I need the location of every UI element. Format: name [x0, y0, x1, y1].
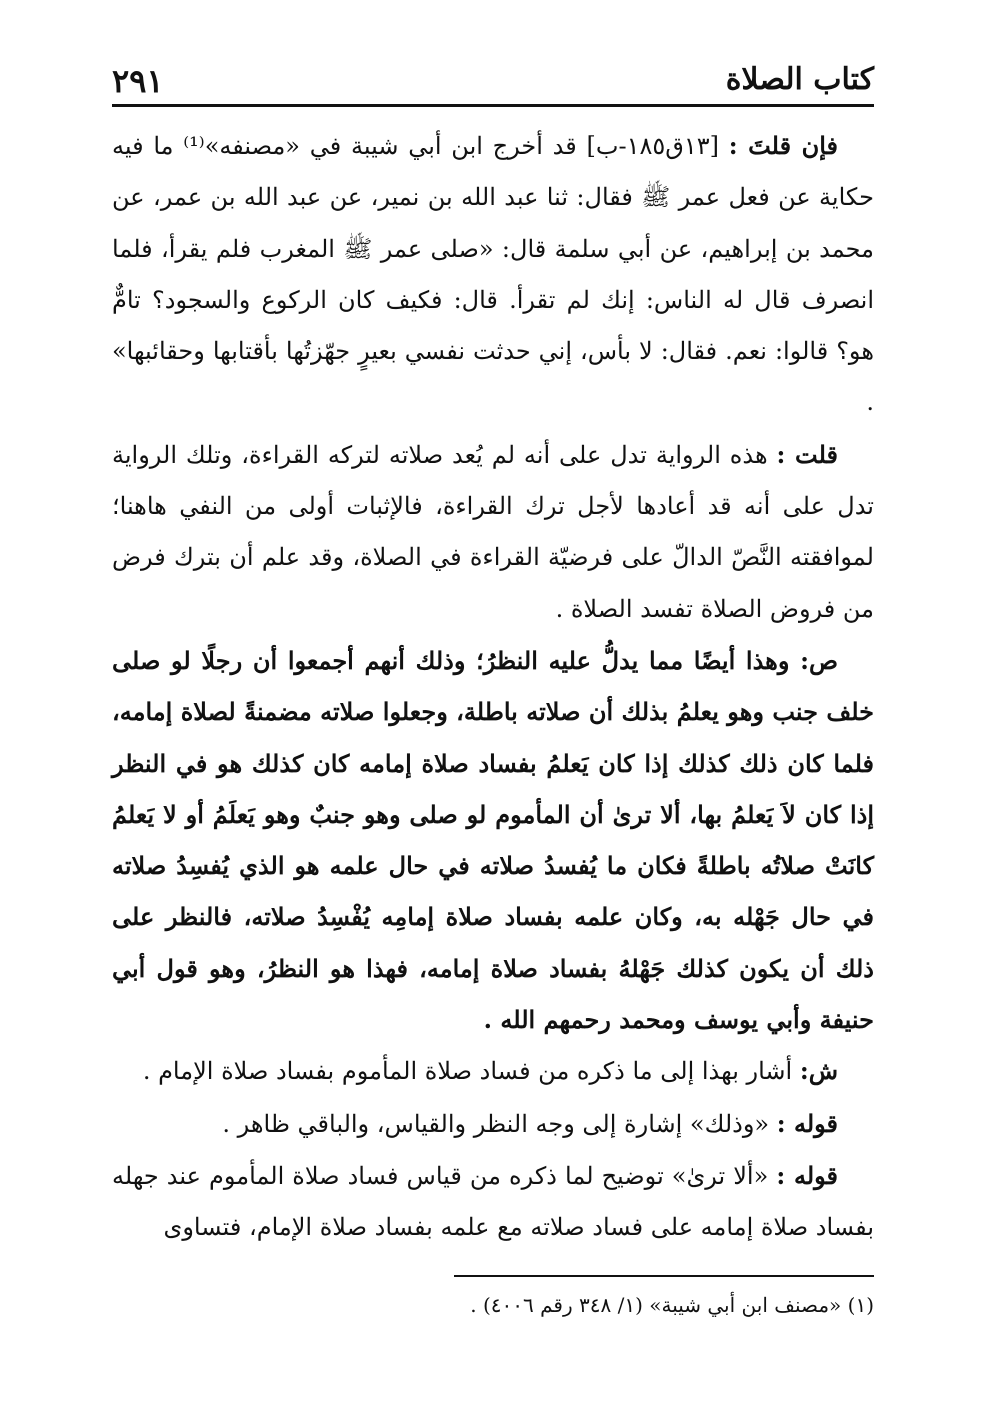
- page-header: [112, 52, 874, 104]
- paragraph-response: [112, 429, 874, 635]
- paragraph-qawluhu-2: [112, 1150, 874, 1254]
- paragraph-lead: ص:: [800, 645, 838, 675]
- page-number: ٢٩١: [112, 62, 164, 100]
- paragraph-lead: قوله :: [776, 1108, 838, 1138]
- book-title: كتاب الصلاة: [725, 62, 874, 97]
- paragraph-lead: قلت :: [776, 439, 838, 469]
- header-rule: [112, 104, 874, 107]
- paragraph-sharh: [112, 1045, 874, 1097]
- paragraph-lead: فإن قلتَ :: [728, 131, 838, 160]
- paragraph-body: هذه الرواية تدل على أنه لم يُعد صلاته لتركه القراءة، وتلك الرواية تدل على أنه قد أعادها لأجل ترك القراءة، فالإثبات أولى من النفي هاهنا؛ لموافقته النَّصّ الدالّ على فرضيّة القراءة في الصلاة، وقد علم أن بترك فرض من فروض الصلاة تفسد الصلاة .: [112, 440, 874, 623]
- paragraph-body: وهذا أيضًا مما يدلُّ عليه النظرُ؛ وذلك أنهم أجمعوا أن رجلًا لو صلى خلف جنب وهو يعلمُ بذلك أن صلاته باطلة، وجعلوا صلاته مضمنةً لصلاة إمامه، فلما كان ذلك كذلك إذا كان يَعلمُ بفساد صلاة إمامه كان كذلك هو في النظر إذا كان لاَ يَعلمُ بها، ألا ترىٰ أن المأموم لو صلى وهو جنبٌ وهو يَعلَمُ أو لا يَعلمُ كانَتْ صلاتُه باطلةً فكان ما يُفسدُ صلاته في حال علمه هو الذي يُفسِدُ صلاته في حال جَهْله به، وكان علمه بفساد صلاة إمامِه يُفْسِدُ صلاته، فالنظر على ذلك أن يكون كذلك جَهْلهُ بفساد صلاة إمامه، فهذا هو النظرُ، وهو قول أبي حنيفة وأبي يوسف ومحمد رحمهم الله .: [112, 645, 875, 1035]
- paragraph-lead: قوله :: [776, 1160, 839, 1190]
- paragraph-body: «وذلك» إشارة إلى وجه النظر والقياس، والباقي ظاهر .: [222, 1109, 777, 1138]
- paragraph-matn: [112, 635, 874, 1045]
- paragraph-body: أشار بهذا إلى ما ذكره من فساد صلاة المأموم بفساد صلاة الإمام .: [142, 1057, 800, 1086]
- paragraph-objection: [112, 120, 874, 429]
- paragraph-qawluhu-1: [112, 1098, 874, 1150]
- paragraph-lead: ش:: [799, 1056, 838, 1086]
- paragraph-body: [١٣ق١٨٥-ب] قد أخرج ابن أبي شيبة في «مصنفه»⁽¹⁾ ما فيه حكاية عن فعل عمر ﷺ فقال: ثنا عبد الله بن نمير، عن عبد الله بن عمر، عن محمد بن إبراهيم، عن أبي سلمة قال: «صلى عمر ﷺ المغرب فلم يقرأ، فلما انصرف قال له الناس: إنك لم تقرأ. قال: فكيف كان الركوع والسجود؟ تامٌّ هو؟ قالوا: نعم. فقال: لا بأس، إني حدثت نفسي بعيرٍ جهّزتُها بأقتابها وحقائبها» .: [112, 132, 874, 417]
- footnote-rule: [454, 1275, 874, 1277]
- main-text: [112, 120, 874, 1254]
- paragraph-body: «ألا ترىٰ» توضيح لما ذكره من قياس فساد صلاة المأموم عند جهله بفساد صلاة إمامه على فساد صلاته مع علمه بفساد صلاة الإمام، فتساوى: [112, 1161, 874, 1242]
- footnote: (١) «مصنف ابن أبي شيبة» (١/ ٣٤٨ رقم ٤٠٠٦) .: [470, 1293, 874, 1317]
